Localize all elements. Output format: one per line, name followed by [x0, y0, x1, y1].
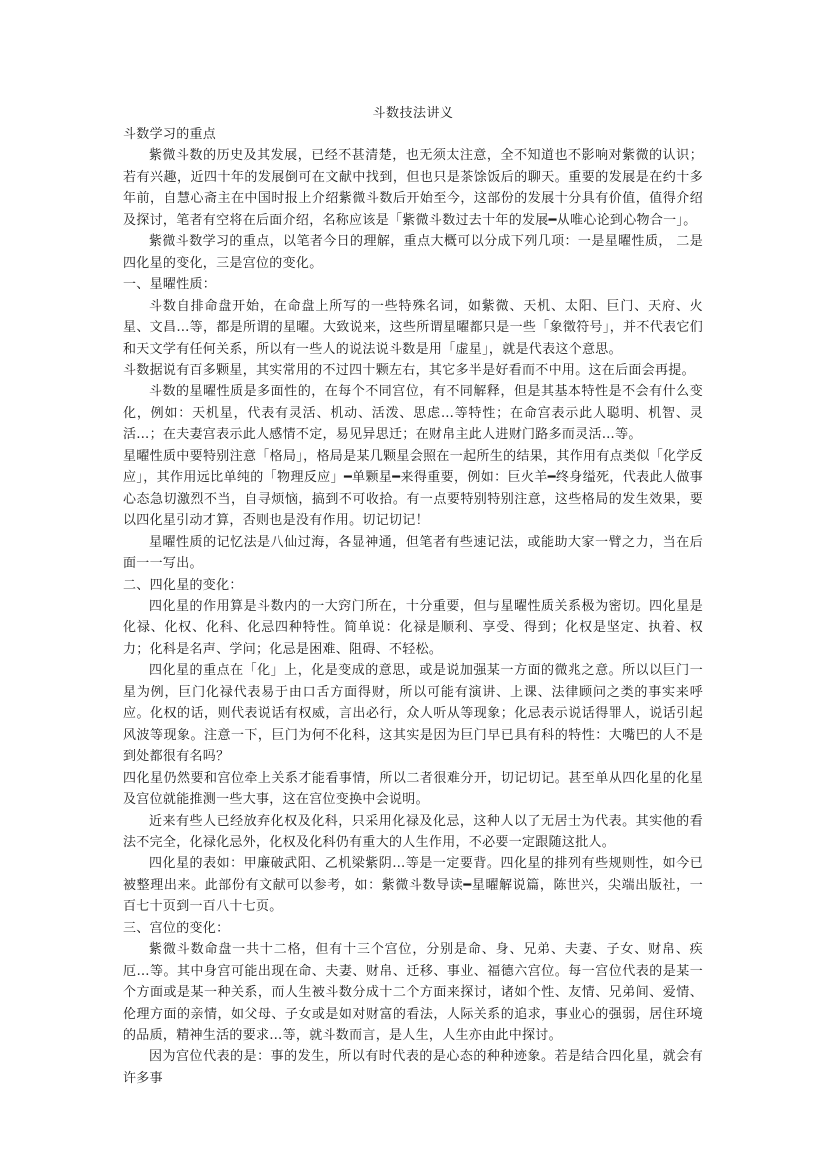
section-heading-line: 一、星曜性质：	[123, 277, 217, 293]
body-paragraph: 紫微斗数学习的重点，以笔者今日的理解，重点大概可以分成下列几项：一是星曜性质， 二是四化星的变化，三是宫位的变化。	[123, 234, 703, 271]
body-paragraph: 四化星的重点在「化」上，化是变成的意思，或是说加强某一方面的微兆之意。所以以巨门一星为例，巨门化禄代表易于由口舌方面得财，所以可能有演讲、上课、法律顾问之类的事实来呼应。化权的话，则代表说话有权威，言出必行，众人听从等现象；化忌表示说话得罪人，说话引起风波等现象。注意一下，巨门为何不化科，这其实是因为巨门早已具有科的特性：大嘴巴的人不是到处都很有名吗？	[123, 663, 703, 765]
section-heading-line: 三、宫位的变化：	[123, 920, 230, 936]
section-heading-line: 四化星仍然要和宫位牵上关系才能看事情，所以二者很难分开，切记切记。甚至单从四化星的化星及宫位就能推测一些大事，这在宫位变换中会说明。	[123, 770, 703, 808]
section-heading-line: 星曜性质中要特别注意「格局」，格局是某几颗星会照在一起所生的结果，其作用有点类似「化学反应」，其作用远比单纯的「物理反应」━单颗星━来得重要，例如：巨火羊━终身缢死，代表此人做事心态急切激烈不当，自寻烦恼，搞到不可收拾。有一点要特别特别注意，这些格局的发生效果，要以四化星引动才算，否则也是没有作用。切记切记！	[123, 448, 703, 529]
body-paragraph: 斗数的星曜性质是多面性的，在每个不同宫位，有不同解释，但是其基本特性是不会有什么变化，例如：天机星，代表有灵活、机动、活泼、思虑…等特性；在命宫表示此人聪明、机智、灵活…；在夫妻宫表示此人感情不定，易见异思迁；在财帛主此人进财门路多而灵活…等。	[123, 384, 703, 443]
document-body	[123, 124, 703, 1089]
document-title: 斗数技法讲义	[372, 106, 454, 121]
section-heading-line: 斗数据说有百多颗星，其实常用的不过四十颗左右，其它多半是好看而不中用。这在后面会再提。	[123, 362, 695, 378]
body-paragraph: 四化星的作用算是斗数内的一大窍门所在，十分重要，但与星曜性质关系极为密切。四化星是化禄、化权、化科、化忌四种特性。简单说：化禄是顺利、享受、得到；化权是坚定、执着、权力；化科是名声、学问；化忌是困难、阻碍、不轻松。	[123, 598, 703, 657]
section-heading-line: 斗数学习的重点	[123, 127, 217, 142]
body-paragraph: 四化星的表如：甲廉破武阳、乙机梁紫阴…等是一定要背。四化星的排列有些规则性，如今已被整理出来。此部份有文献可以参考，如：紫微斗数导读━星曜解说篇，陈世兴，尖端出版社，一百七十页到一百八十七页。	[123, 856, 703, 915]
body-paragraph: 近来有些人已经放弃化权及化科，只采用化禄及化忌，这种人以了无居士为代表。其实他的看法不完全，化禄化忌外，化权及化科仍有重大的人生作用，不必要一定跟随这批人。	[123, 813, 703, 850]
body-paragraph: 星曜性质的记忆法是八仙过海，各显神通，但笔者有些速记法，或能助大家一臂之力，当在后面一一写出。	[123, 534, 703, 572]
body-paragraph: 紫微斗数的历史及其发展，已经不甚清楚，也无须太注意，全不知道也不影响对紫微的认识；若有兴趣，近四十年的发展倒可在文献中找到，但也只是茶馀饭后的聊天。重要的发展是在约十多年前，自慧心斋主在中国时报上介绍紫微斗数后开始至今，这部份的发展十分具有价值，值得介绍及探讨，笔者有空将在后面介绍，名称应该是「紫微斗数过去十年的发展━从唯心论到心物合一」。	[123, 148, 703, 228]
body-paragraph: 因为宫位代表的是：事的发生，所以有时代表的是心态的种种迹象。若是结合四化星，就会有许多事	[123, 1049, 703, 1086]
section-heading-line: 二、四化星的变化：	[123, 577, 243, 593]
body-paragraph: 紫微斗数命盘一共十二格，但有十三个宫位，分别是命、身、兄弟、夫妻、子女、财帛、疾厄…等。其中身宫可能出现在命、夫妻、财帛、迁移、事业、福德六宫位。每一宫位代表的是某一个方面或是某一种关系，而人生被斗数分成十二个方面来探讨，诸如个性、友情、兄弟间、爱情、伦理方面的亲情，如父母、子女或是如对财富的看法，人际关系的追求，事业心的强弱，居住环境的品质，精神生活的要求…等，就斗数而言，是人生，人生亦由此中探讨。	[123, 942, 703, 1044]
body-paragraph: 斗数自排命盘开始，在命盘上所写的一些特殊名词，如紫微、天机、太阳、巨门、天府、火星、文昌…等，都是所谓的星曜。大致说来，这些所谓星曜都只是一些「象徵符号」，并不代表它们和天文学有任何关系，所以有一些人的说法说斗数是用「虚星」，就是代表这个意思。	[123, 298, 703, 357]
